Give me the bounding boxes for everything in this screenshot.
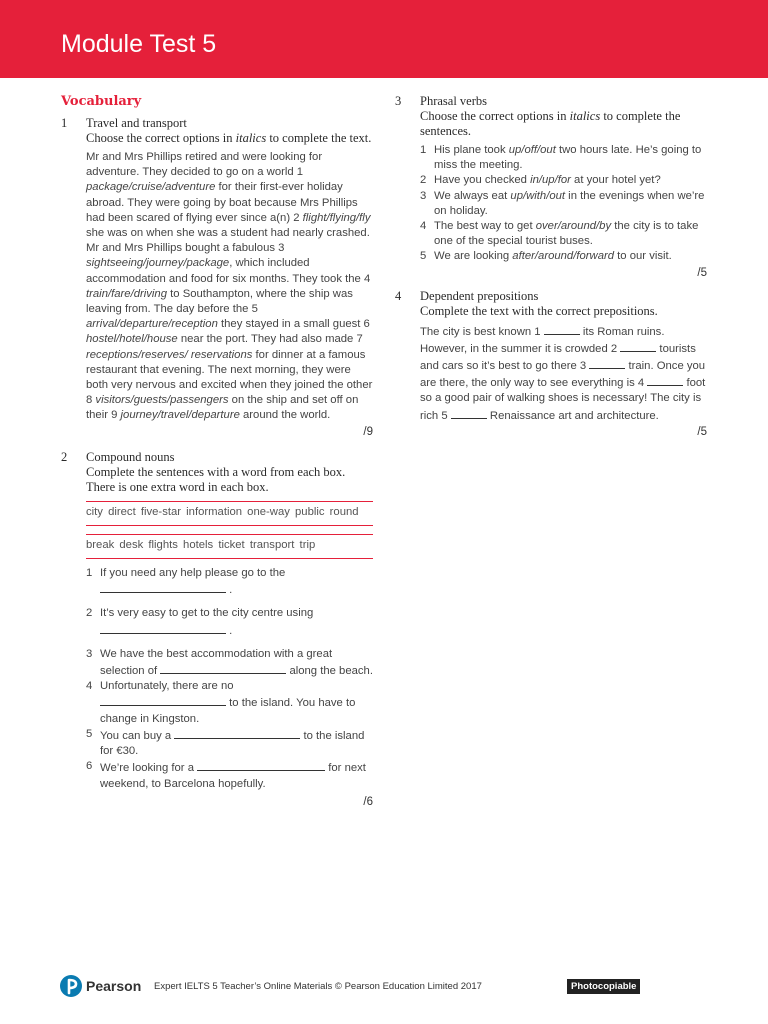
list-item: 5 We are looking after/around/forward to our visit.	[420, 250, 672, 263]
question-2-items	[86, 566, 373, 792]
right-column	[395, 94, 707, 438]
answer-blank[interactable]	[160, 662, 286, 674]
question-instruction: Choose the correct options in italics to complete the text.	[86, 131, 372, 145]
list-item: 1 His plane took up/off/out two hours late. He’s going to miss the meeting.	[420, 144, 702, 172]
question-number: 3	[395, 94, 402, 108]
word-box-2: break desk flights hotels ticket transport trip	[86, 534, 373, 559]
list-item: 2 Have you checked in/up/for at your hotel yet?	[420, 174, 661, 187]
question-3-items	[420, 143, 707, 265]
answer-blank[interactable]	[197, 759, 325, 771]
list-item: 3 We have the best accommodation with a great selection of along the beach.	[86, 647, 373, 678]
list-item: 6 We’re looking for a for next weekend, to Barcelona hopefully.	[86, 760, 366, 790]
answer-blank[interactable]	[174, 727, 300, 739]
question-instruction: Complete the sentences with a word from each box. There is one extra word in each box.	[86, 464, 346, 494]
word-box-1: city direct five-star information one-way public round	[86, 501, 373, 526]
question-3-header	[395, 94, 707, 139]
copyright-text: Expert IELTS 5 Teacher’s Online Materials © Pearson Education Limited 2017	[154, 981, 482, 992]
question-instruction: Choose the correct options in italics to complete the sentences.	[420, 109, 681, 138]
page-header	[0, 0, 768, 78]
question-1-score: /9	[363, 425, 373, 438]
question-1-text: Mr and Mrs Phillips retired and were looking for adventure. They decided to go on a world 1 package/cruise/adventure for their first-ever holiday abroad. They were going by boat because Mrs Phillips had been scared of flying ever since a(n) 2 flight/flying/fly she was on when she was a student had nearly crashed. Mr and Mrs Phillips bought a fabulous 3 sightseeing/journey/package, which included accommodation and food for six months. They took the 4 train/fare/driving to Southampton, where the ship was leaving from. The day before the 5 arrival/departure/reception they stayed in a small guest 6 hostel/hotel/house near the port. They had also made 7 receptions/reserves/ reservations for dinner at a famous restaurant that evening. The next morning, they were both very nervous and excited when they joined the other 8 visitors/guests/passengers on the ship and set off on their 9 journey/travel/departure around the world.	[86, 151, 373, 422]
answer-blank[interactable]	[100, 622, 226, 634]
question-3-score: /5	[697, 266, 707, 279]
question-2-header	[61, 450, 373, 495]
question-instruction: Complete the text with the correct prepositions.	[420, 303, 658, 318]
answer-blank[interactable]	[100, 694, 226, 706]
question-number: 4	[395, 288, 402, 303]
question-1-header	[61, 116, 373, 146]
answer-blank[interactable]	[544, 323, 580, 335]
section-title-vocabulary: Vocabulary	[61, 94, 142, 109]
question-2-score: /6	[363, 795, 373, 808]
list-item: 1 If you need any help please go to the .	[86, 567, 286, 597]
page-title: Module Test 5	[61, 30, 217, 58]
photocopiable-badge: Photocopiable	[567, 979, 640, 994]
question-4-header	[395, 289, 707, 319]
list-item: 3 We always eat up/with/out in the evenings when we’re on holiday.	[420, 189, 705, 217]
page-footer	[0, 975, 768, 1005]
question-heading: Dependent prepositions	[420, 288, 539, 303]
answer-blank[interactable]	[589, 357, 625, 369]
list-item: 4 Unfortunately, there are no to the island. You have to change in Kingston.	[86, 680, 356, 725]
question-4-score: /5	[697, 425, 707, 438]
question-number: 1	[61, 116, 68, 130]
pearson-logo-icon	[60, 975, 82, 997]
answer-blank[interactable]	[100, 581, 226, 593]
left-column	[61, 116, 373, 808]
question-heading: Travel and transport	[86, 116, 187, 130]
list-item: 5 You can buy a to the island for €30.	[86, 727, 365, 758]
list-item: 2 It’s very easy to get to the city centre using .	[86, 607, 314, 637]
answer-blank[interactable]	[451, 407, 487, 419]
answer-blank[interactable]	[620, 340, 656, 352]
question-heading: Phrasal verbs	[420, 94, 487, 108]
pearson-wordmark: Pearson	[86, 978, 142, 994]
question-heading: Compound nouns	[86, 449, 175, 464]
list-item: 4 The best way to get over/around/by the city is to take one of the special tourist buses.	[420, 220, 699, 248]
question-number: 2	[61, 449, 68, 464]
answer-blank[interactable]	[647, 374, 683, 386]
question-4-text: The city is best known 1 its Roman ruins. However, in the summer it is crowded 2 tourists and cars so it’s best to go there 3 train. Once you are there, the only way to see everything is 4 foot so a good pair of walking shoes is necessary! The city is rich 5 Renaissance art and architecture.	[420, 323, 707, 424]
